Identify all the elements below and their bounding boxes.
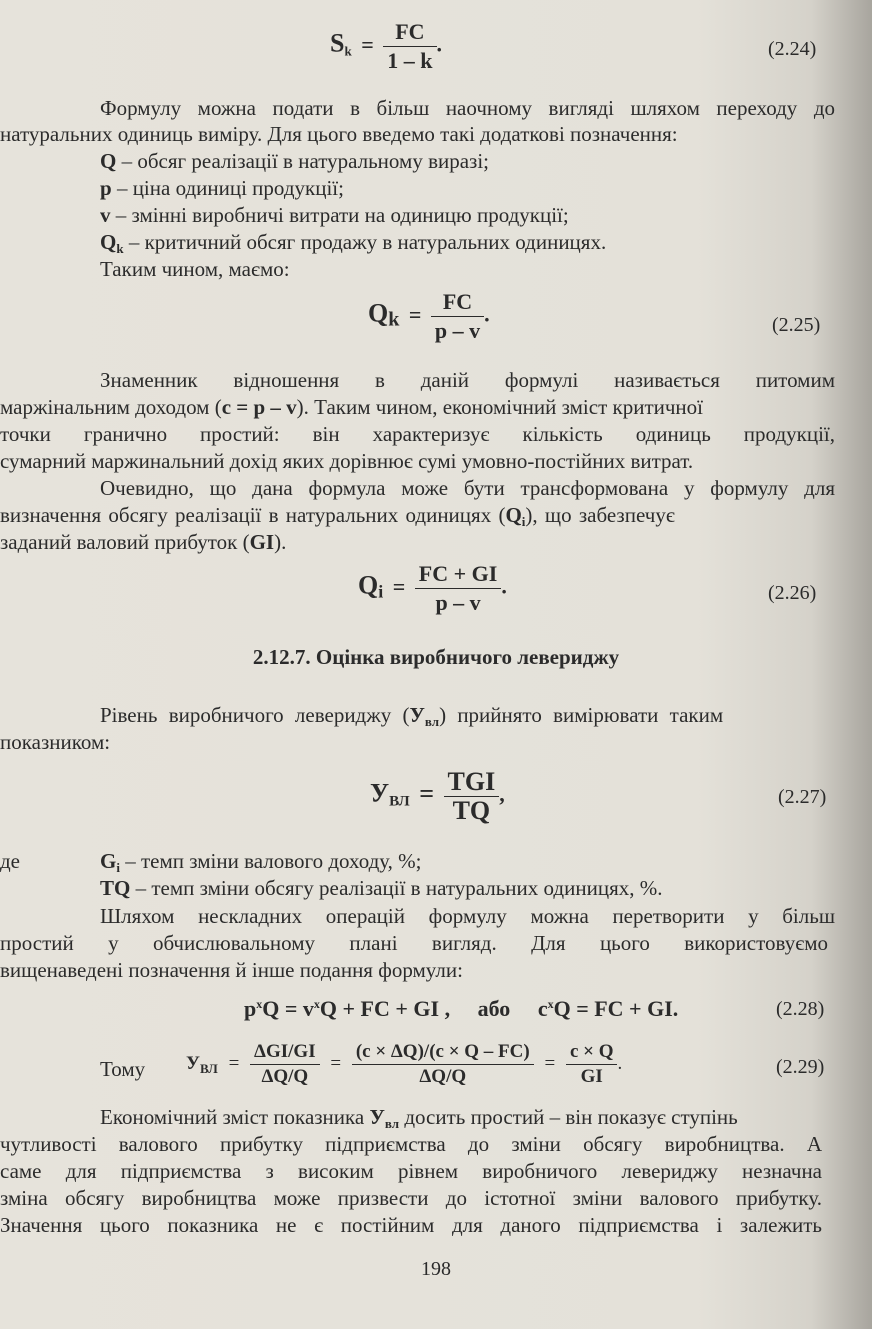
paragraph-line: Таким чином, маємо: bbox=[100, 257, 290, 281]
paragraph-line: Знаменник відношення в даній формулі називається питомим bbox=[100, 368, 835, 392]
paragraph-line: саме для підприємства з високим рівнем виробничого левериджу незначна bbox=[0, 1159, 822, 1183]
paragraph-line: сумарний маржинальний дохід яких дорівнює сумі умовно-постійних витрат. bbox=[0, 449, 694, 473]
paragraph-line: простий у обчислювальному плані вигляд. Для цього використовуємо bbox=[0, 931, 828, 955]
equation-2-27: $У_{ВЛ}$ = $\frac{\text{TGI}}{TQ}$ , bbox=[370, 767, 505, 825]
equation-number: (2.26) bbox=[768, 582, 817, 604]
paragraph-line: натуральних одиниць виміру. Для цього введемо такі додаткові позначення: bbox=[0, 122, 678, 146]
paragraph-line: Рівень виробничого левериджу $(У_{вл})$ прийнято вимірювати таким bbox=[100, 703, 724, 729]
paragraph-line: Значення цього показника не є постійним для даного підприємства і залежить bbox=[0, 1213, 822, 1237]
equation-2-25: $Q_k$ = $\frac{FC}{p - v}$ . bbox=[368, 289, 490, 343]
equation-number: (2.25) bbox=[772, 314, 821, 336]
paragraph-line: визначення обсягу реалізації в натуральних одиницях $(Q_i)$, що забезпечує bbox=[0, 503, 675, 529]
equation-2-24: $S_k$ = $\frac{FC}{1 - k}$ . bbox=[330, 19, 442, 73]
definition-item: TQ – темп зміни обсягу реалізації в натуральних одиницях, %. bbox=[100, 876, 663, 900]
page-number: 198 bbox=[421, 1258, 451, 1280]
paragraph-line: заданий валовий прибуток (GI). bbox=[0, 530, 287, 554]
section-heading: 2.12.7. Оцінка виробничого левериджу bbox=[252, 645, 620, 669]
paragraph-line: зміна обсягу виробництва може призвести до істотної зміни валового прибутку. bbox=[0, 1186, 822, 1210]
paragraph-line: Формулу можна подати в більш наочному вигляді шляхом переходу до bbox=[100, 96, 835, 120]
tomu-label: Тому bbox=[100, 1057, 146, 1081]
paragraph-line: чутливості валового прибутку підприємства до зміни обсягу виробництва. А bbox=[0, 1132, 822, 1156]
definition-item: v – змінні виробничі витрати на одиницю продукції; bbox=[100, 203, 569, 227]
equation-number: (2.24) bbox=[768, 38, 817, 60]
paragraph-line: Очевидно, що дана формула може бути трансформована у формулу для bbox=[100, 476, 835, 500]
equation-number: (2.29) bbox=[776, 1056, 825, 1078]
paragraph-line: Економічний зміст показника $У_{вл}$ досить простий – він показує ступінь bbox=[100, 1105, 738, 1131]
definition-item: Q – обсяг реалізації в натуральному виразі; bbox=[100, 149, 490, 173]
paragraph-line: показником: bbox=[0, 730, 111, 754]
definition-item: $G_i$ – темп зміни валового доходу, %; bbox=[100, 849, 422, 875]
equation-number: (2.27) bbox=[778, 786, 827, 808]
definition-item: $Q_k$ – критичний обсяг продажу в натуральних одиницях. bbox=[100, 230, 607, 256]
paragraph-line: Шляхом нескладних операцій формулу можна перетворити у більш bbox=[100, 904, 835, 928]
definition-item: p – ціна одиниці продукції; bbox=[100, 176, 344, 200]
paragraph-line: маржінальним доходом (c = p – v). Таким чином, економічний зміст критичної bbox=[0, 395, 704, 419]
equation-2-29: $У_{ВЛ}$ = $\frac{\text{ΔGI/GI}}{\Delta Q/Q}$ = $\frac{(c \times \Delta Q)/(c \times Q - FC)}{\Delta Q/Q}$ = $\frac{c \times Q}{GI}$ . bbox=[186, 1041, 623, 1087]
paragraph-line: вищенаведені позначення й інше подання формули: bbox=[0, 958, 463, 982]
equation-2-26: $Q_i$ = $\frac{FC + GI}{p - v}$ . bbox=[358, 561, 507, 615]
where-label: де bbox=[0, 849, 21, 873]
equation-2-28: $p^xQ = v^xQ$ + FC + GI , або $c^xQ$ = FC + GI. bbox=[244, 996, 679, 1021]
paragraph-line: точки гранично простий: він характеризує кількість одиниць продукції, bbox=[0, 422, 835, 446]
equation-number: (2.28) bbox=[776, 998, 825, 1020]
